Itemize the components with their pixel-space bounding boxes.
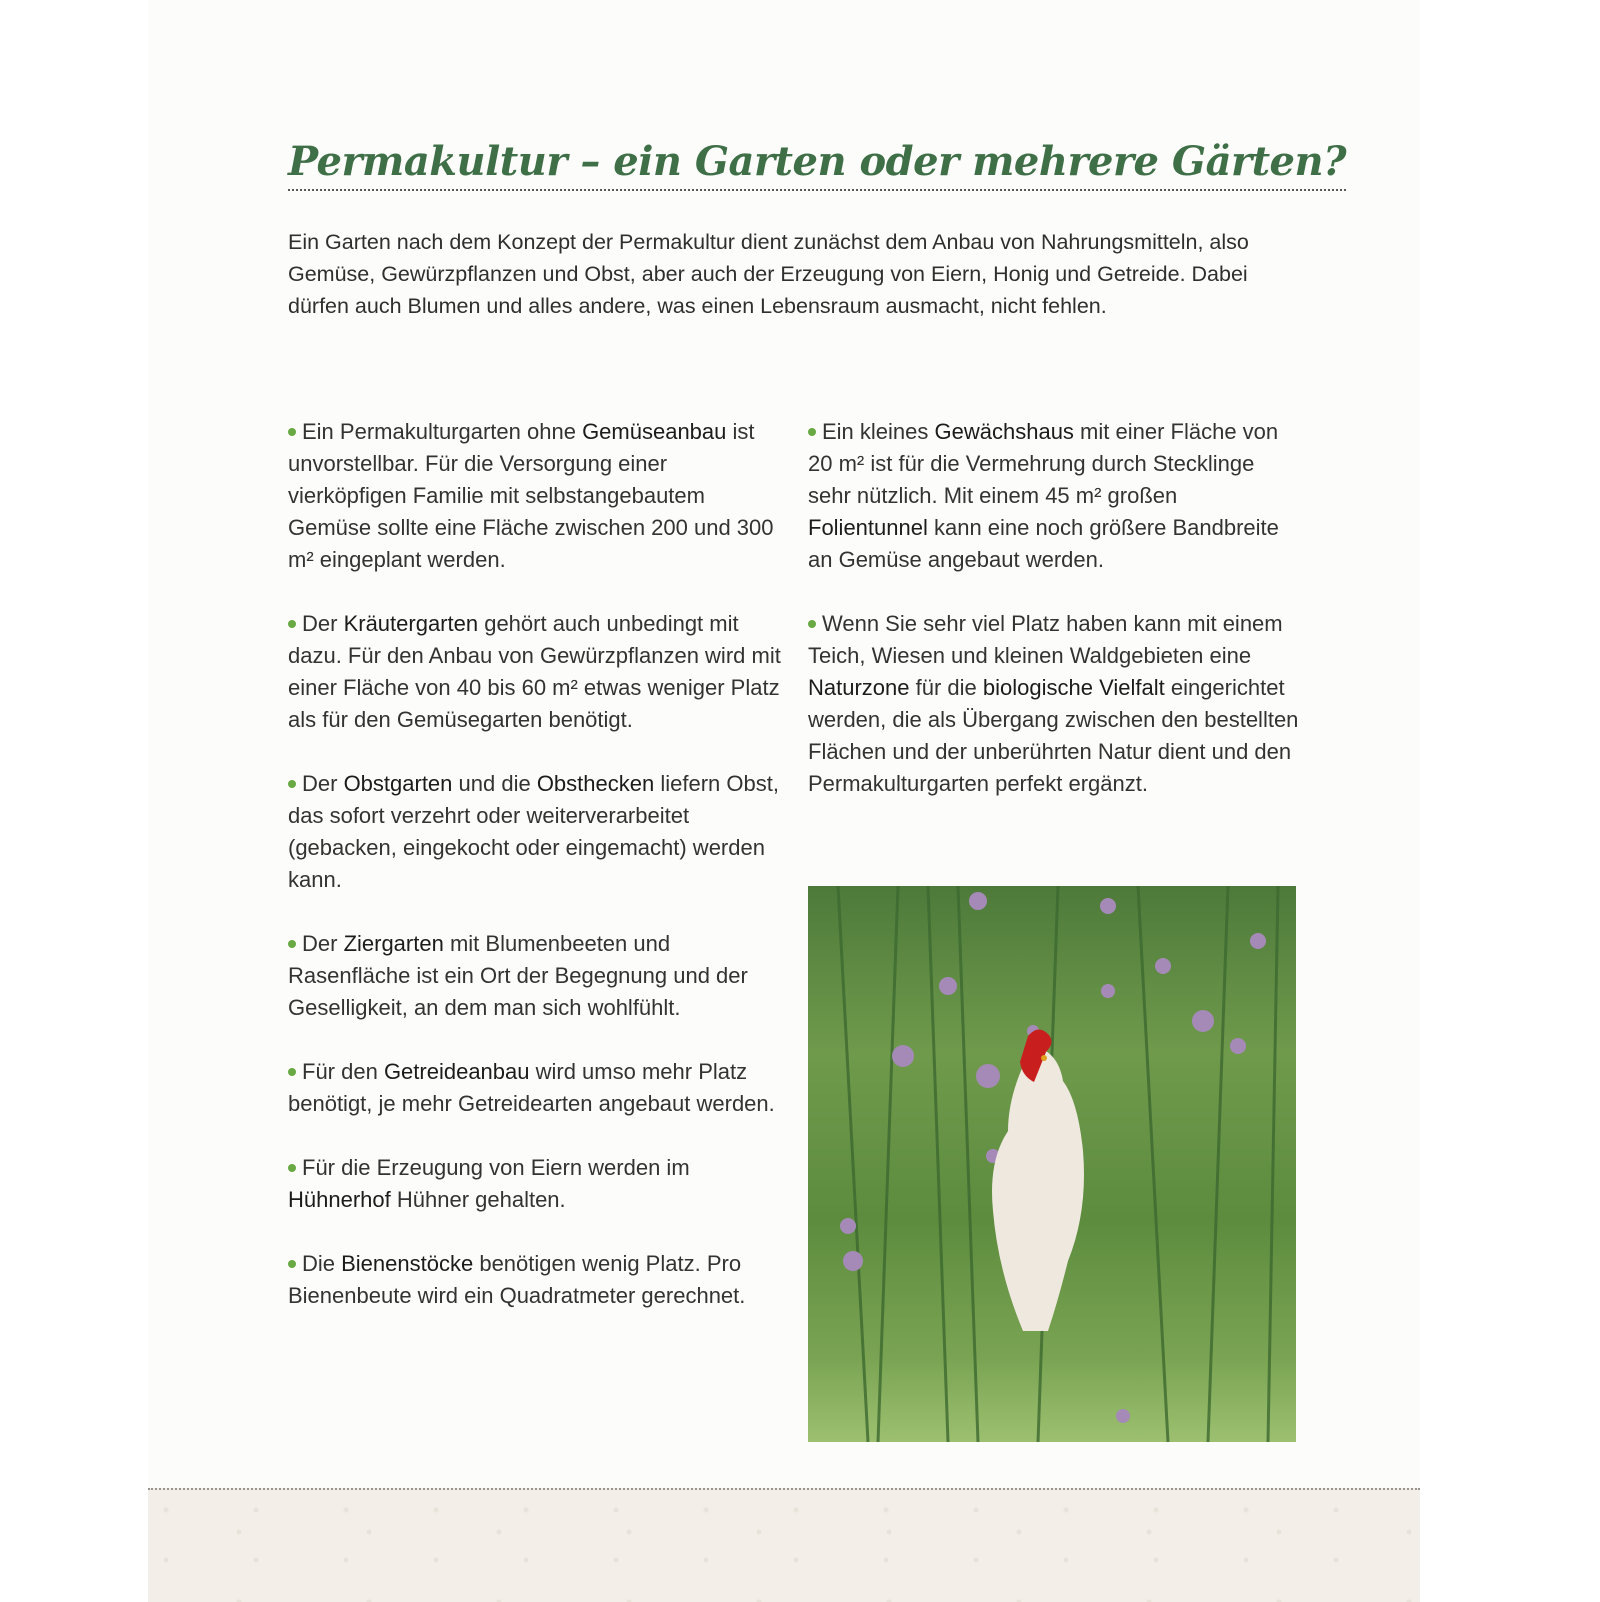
bullet-item: [288, 608, 783, 736]
bullet-text: wird umso mehr Platz benötigt, je mehr Getreidearten angebaut werden.: [288, 1059, 775, 1116]
bullet-keyword: Gemüseanbau: [582, 419, 727, 444]
bullet-item: [288, 1152, 783, 1216]
bullet-text: und die: [452, 771, 537, 796]
bullet-keyword: Gewächshaus: [934, 419, 1074, 444]
bullet-text: mit einer Fläche von 20 m² ist für die Vermehrung durch Stecklinge sehr nützlich. Mit einem 45 m² großen: [808, 419, 1279, 508]
bullet-keyword: Getreideanbau: [383, 1059, 530, 1084]
bullet-keyword: Hühnerhof: [288, 1187, 391, 1212]
right-bullet-column: [808, 416, 1303, 832]
page-title: Permakultur – ein Garten oder mehrere Gärten?: [288, 138, 1346, 191]
bullet-text: Ein kleines: [822, 419, 935, 444]
bullet-text: Hühner gehalten.: [390, 1187, 566, 1212]
bullet-item: [288, 1248, 783, 1312]
bullet-dot-icon: [288, 1068, 296, 1076]
bullet-text: Der: [302, 931, 344, 956]
bullet-item: [288, 768, 783, 896]
bullet-text: Die: [302, 1251, 342, 1276]
bullet-item: [288, 928, 783, 1024]
page-footer-band: [148, 1488, 1420, 1602]
bullet-text: Ein Permakulturgarten ohne: [302, 419, 583, 444]
bullet-text: liefern Obst, das sofort verzehrt oder weiterverarbeitet (gebacken, eingekocht oder eingemacht) werden kann.: [288, 771, 779, 892]
bullet-text: kann eine noch größere Bandbreite an Gemüse angebaut werden.: [808, 515, 1279, 572]
bullet-dot-icon: [808, 428, 816, 436]
bullet-dot-icon: [288, 1164, 296, 1172]
bullet-keyword: Folientunnel: [808, 515, 928, 540]
bullet-item: [288, 416, 783, 576]
bullet-item: [288, 1056, 783, 1120]
bullet-text: ist unvorstellbar. Für die Versorgung einer vierköpfigen Familie mit selbstangebautem Gemüse sollte eine Fläche zwischen 200 und 300 m² eingeplant werden.: [288, 419, 774, 572]
bullet-keyword: Ziergarten: [343, 931, 444, 956]
bullet-dot-icon: [288, 780, 296, 788]
bullet-text: für die: [909, 675, 983, 700]
bullet-text: Für die Erzeugung von Eiern werden im: [302, 1155, 690, 1180]
bullet-keyword: Obstgarten: [343, 771, 453, 796]
bullet-text: benötigen wenig Platz. Pro Bienenbeute wird ein Quadratmeter gerechnet.: [288, 1251, 746, 1308]
bullet-keyword: biologische Vielfalt: [982, 675, 1165, 700]
rooster-meadow-photo: [808, 886, 1296, 1442]
bullet-text: mit Blumenbeeten und Rasenfläche ist ein Ort der Begegnung und der Geselligkeit, an dem man sich wohlfühlt.: [288, 931, 748, 1020]
bullet-text: Der: [302, 611, 344, 636]
bullet-dot-icon: [808, 620, 816, 628]
bullet-dot-icon: [288, 620, 296, 628]
intro-paragraph: Ein Garten nach dem Konzept der Permakultur dient zunächst dem Anbau von Nahrungsmitteln, also Gemüse, Gewürzpflanzen und Obst, aber auch der Erzeugung von Eiern, Honig und Getreide. Dabei dürfen auch Blumen und alles andere, was einen Lebensraum ausmacht, nicht fehlen.: [288, 230, 1249, 318]
bullet-keyword: Naturzone: [808, 675, 910, 700]
bullet-text: Wenn Sie sehr viel Platz haben kann mit einem Teich, Wiesen und kleinen Waldgebieten eine: [808, 611, 1283, 668]
left-bullet-column: [288, 416, 783, 1344]
bullet-text: eingerichtet werden, die als Übergang zwischen den bestellten Flächen und der unberührten Natur dient und den Permakulturgarten perfekt ergänzt.: [808, 675, 1299, 796]
bullet-dot-icon: [288, 940, 296, 948]
bullet-item: [808, 608, 1303, 800]
bullet-text: Der: [302, 771, 344, 796]
bullet-text: Für den: [302, 1059, 384, 1084]
bullet-text: gehört auch unbedingt mit dazu. Für den Anbau von Gewürzpflanzen wird mit einer Fläche von 40 bis 60 m² etwas weniger Platz als für den Gemüsegarten benötigt.: [288, 611, 781, 732]
photo-illustration: [808, 886, 1296, 1442]
bullet-keyword: Bienenstöcke: [341, 1251, 474, 1276]
bullet-dot-icon: [288, 1260, 296, 1268]
bullet-dot-icon: [288, 428, 296, 436]
bullet-keyword: Kräutergarten: [343, 611, 479, 636]
bullet-item: [808, 416, 1303, 576]
bullet-keyword: Obsthecken: [536, 771, 655, 796]
